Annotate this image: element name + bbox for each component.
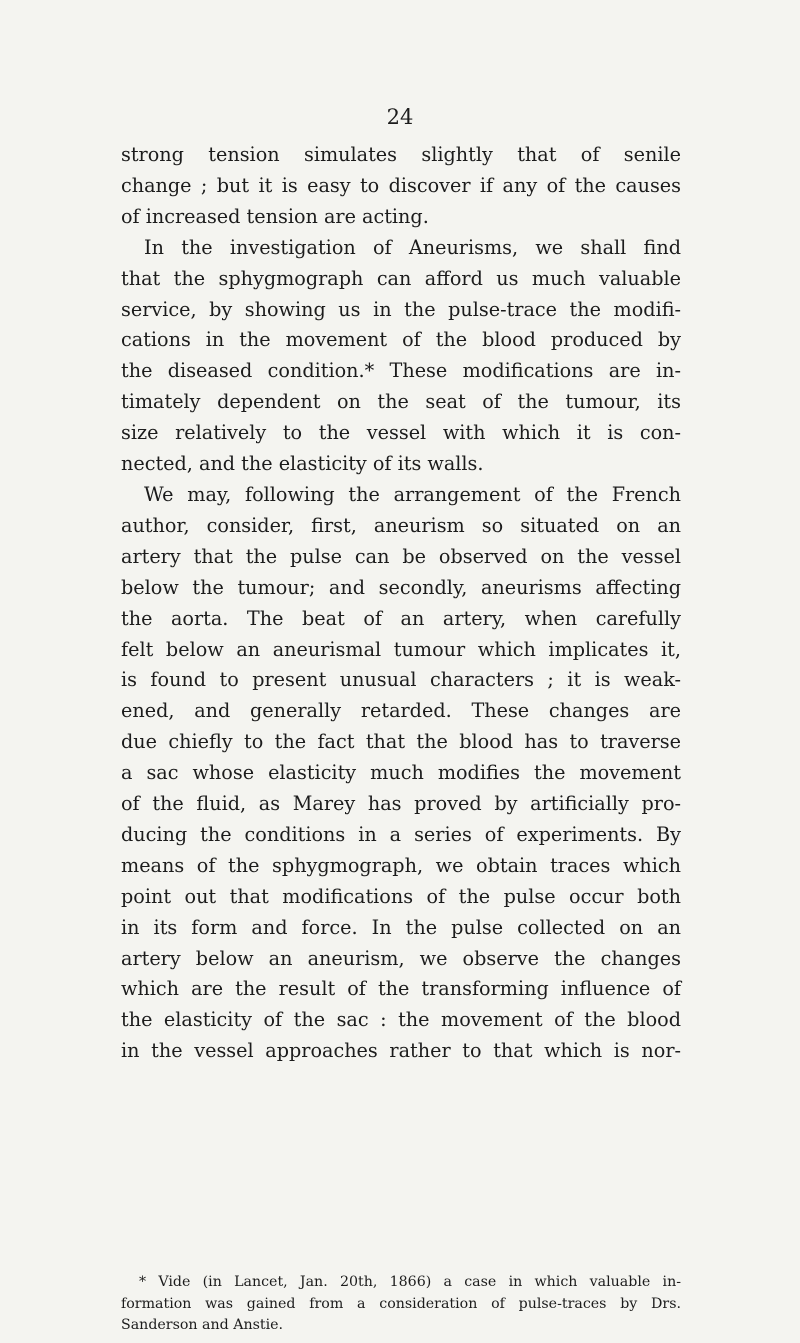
text-line: of the fluid, as Marey has proved by artificially pro- <box>121 792 681 816</box>
text-line: cations in the movement of the blood produced by <box>121 328 681 352</box>
text-line: of increased tension are acting. <box>121 204 429 228</box>
text-line: in the vessel approaches rather to that which is nor- <box>121 1039 681 1063</box>
text-line: We may, following the arrangement of the French <box>144 482 681 506</box>
text-line: author, consider, first, aneurism so situated on an <box>121 513 681 537</box>
text-line: In the investigation of Aneurisms, we shall find <box>144 235 681 259</box>
text-line: the diseased condition.* These modifications are in- <box>121 359 681 383</box>
footnote-line: formation was gained from a consideration of pulse-traces by Drs. <box>121 1295 681 1312</box>
text-line: ened, and generally retarded. These changes are <box>121 699 681 723</box>
text-line: point out that modifications of the pulse occur both <box>121 884 681 908</box>
text-line: artery below an aneurism, we observe the changes <box>121 946 681 970</box>
text-line: a sac whose elasticity much modifies the movement <box>121 761 681 785</box>
text-line: timately dependent on the seat of the tumour, its <box>121 390 681 414</box>
footnote <box>121 1272 681 1337</box>
text-line: the elasticity of the sac : the movement of the blood <box>121 1008 681 1032</box>
page-number: 24 <box>386 105 414 129</box>
text-line: size relatively to the vessel with which it is con- <box>121 421 681 445</box>
text-line: means of the sphygmograph, we obtain traces which <box>121 853 681 877</box>
text-line: that the sphygmograph can afford us much valuable <box>121 266 681 290</box>
body-text <box>121 140 681 1067</box>
text-line: strong tension simulates slightly that of senile <box>121 143 681 166</box>
text-line: change ; but it is easy to discover if any of the causes <box>121 173 681 197</box>
footnote-line: Sanderson and Anstie. <box>121 1317 284 1333</box>
footnote-line: * Vide (in Lancet, Jan. 20th, 1866) a case in which valuable in- <box>139 1274 681 1290</box>
text-line: artery that the pulse can be observed on the vessel <box>121 544 681 568</box>
text-line: below the tumour; and secondly, aneurisms affecting <box>121 575 681 599</box>
text-line: service, by showing us in the pulse-trace the modifi- <box>121 297 681 321</box>
text-line: due chiefly to the fact that the blood has to traverse <box>121 730 681 754</box>
text-line: which are the result of the transforming influence of <box>121 977 681 1001</box>
text-line: in its form and force. In the pulse collected on an <box>121 915 681 939</box>
text-line: is found to present unusual characters ; it is weak- <box>121 668 681 692</box>
text-line: the aorta. The beat of an artery, when carefully <box>121 606 681 630</box>
text-line: felt below an aneurismal tumour which implicates it, <box>121 637 681 661</box>
text-line: ducing the conditions in a series of experiments. By <box>121 822 681 846</box>
text-line: nected, and the elasticity of its walls. <box>121 452 484 476</box>
